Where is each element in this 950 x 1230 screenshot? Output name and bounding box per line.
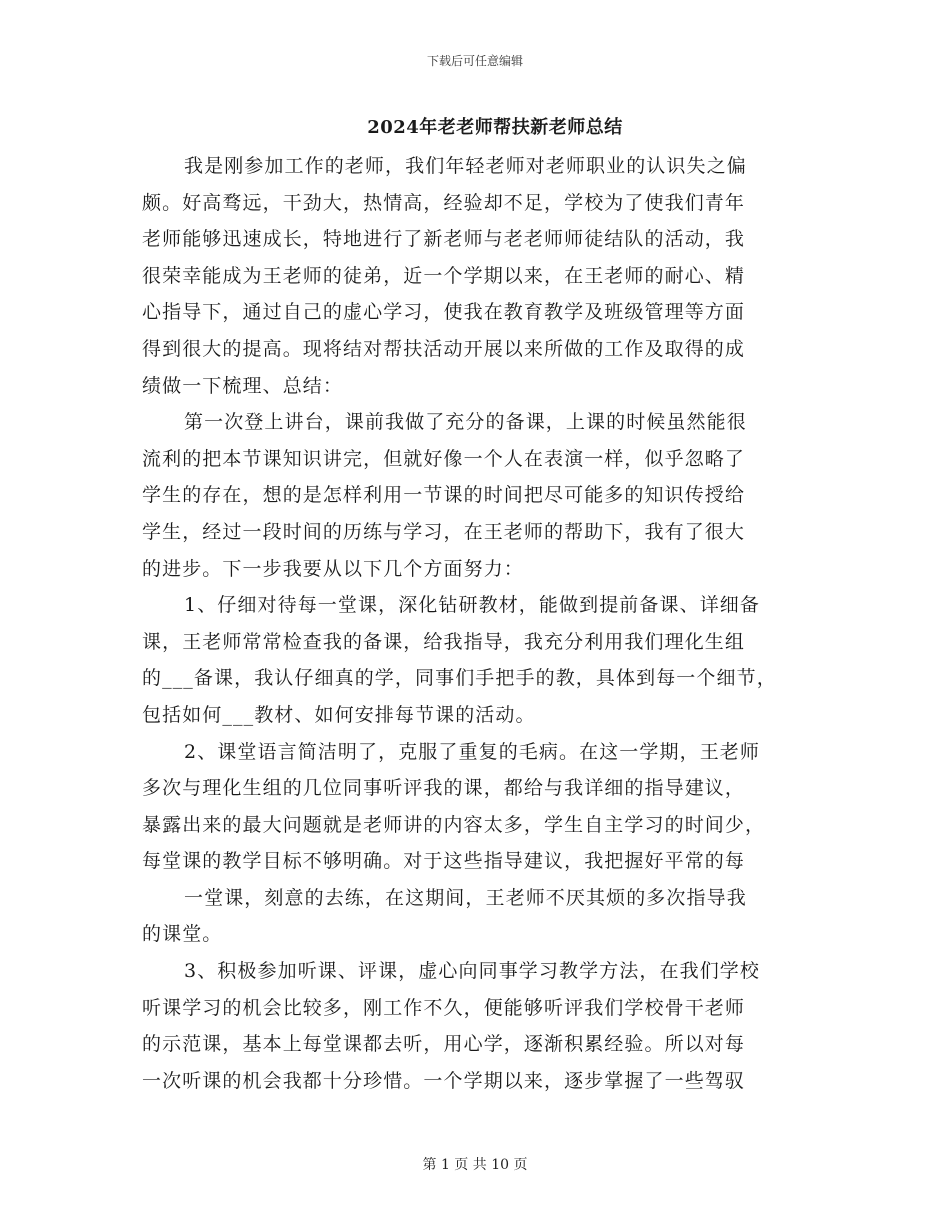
text-line: 得到很大的提高。现将结对帮扶活动开展以来所做的工作及取得的成	[142, 337, 746, 360]
text-line: 老师能够迅速成长，特地进行了新老师与老老师师徒结队的活动，我	[142, 228, 746, 251]
text-line: 很荣幸能成为王老师的徒弟，近一个学期以来，在王老师的耐心、精	[142, 264, 746, 287]
text-line: 一次听课的机会我都十分珍惜。一个学期以来，逐步掌握了一些驾驭	[142, 1069, 746, 1092]
text-line: 1、仔细对待每一堂课，深化钻研教材，能做到提前备课、详细备	[184, 594, 760, 617]
text-line: 的示范课，基本上每堂课都去听，用心学，逐渐积累经验。所以对每	[142, 1033, 746, 1056]
text-line: 2、课堂语言简洁明了，克服了重复的毛病。在这一学期，王老师	[184, 740, 760, 763]
text-line: 暴露出来的最大问题就是老师讲的内容太多，学生自主学习的时间少，	[142, 813, 766, 836]
text-line: 包括如何___教材、如何安排每节课的活动。	[142, 703, 536, 726]
text-line: 3、积极参加听课、评课，虚心向同事学习教学方法，在我们学校	[184, 960, 760, 983]
text-line: 的进步。下一步我要从以下几个方面努力：	[142, 557, 524, 580]
text-line: 的___备课，我认仔细真的学，同事们手把手的教，具体到每一个细节，	[142, 667, 777, 690]
text-line: 一堂课，刻意的去练，在这期间，王老师不厌其烦的多次指导我	[184, 886, 747, 909]
document-title: 2024年老老师帮扶新老师总结	[367, 117, 623, 138]
text-line: 颇。好高骛远，干劲大，热情高，经验却不足，学校为了使我们青年	[142, 191, 746, 214]
text-line: 多次与理化生组的几位同事听评我的课，都给与我详细的指导建议，	[142, 777, 746, 800]
page-number: 第 1 页 共 10 页	[422, 1157, 528, 1173]
text-line: 课，王老师常常检查我的备课，给我指导，我充分利用我们理化生组	[142, 630, 746, 653]
page-header-note: 下载后可任意编辑	[426, 54, 523, 68]
text-line: 的课堂。	[142, 923, 223, 946]
text-line: 流利的把本节课知识讲完，但就好像一个人在表演一样，似乎忽略了	[142, 447, 746, 470]
text-line: 我是刚参加工作的老师，我们年轻老师对老师职业的认识失之偏	[184, 155, 747, 177]
text-line: 每堂课的教学目标不够明确。对于这些指导建议，我把握好平常的每	[142, 850, 746, 873]
text-line: 心指导下，通过自己的虚心学习，使我在教育教学及班级管理等方面	[142, 301, 746, 324]
document-body	[142, 148, 810, 1099]
text-line: 听课学习的机会比较多，刚工作不久，便能够听评我们学校骨干老师	[142, 996, 746, 1019]
text-line: 学生的存在，想的是怎样利用一节课的时间把尽可能多的知识传授给	[142, 484, 746, 507]
text-line: 绩做一下梳理、总结：	[142, 374, 344, 397]
text-line: 第一次登上讲台，课前我做了充分的备课，上课的时候虽然能很	[184, 411, 747, 434]
text-line: 学生，经过一段时间的历练与学习，在王老师的帮助下，我有了很大	[142, 520, 746, 543]
